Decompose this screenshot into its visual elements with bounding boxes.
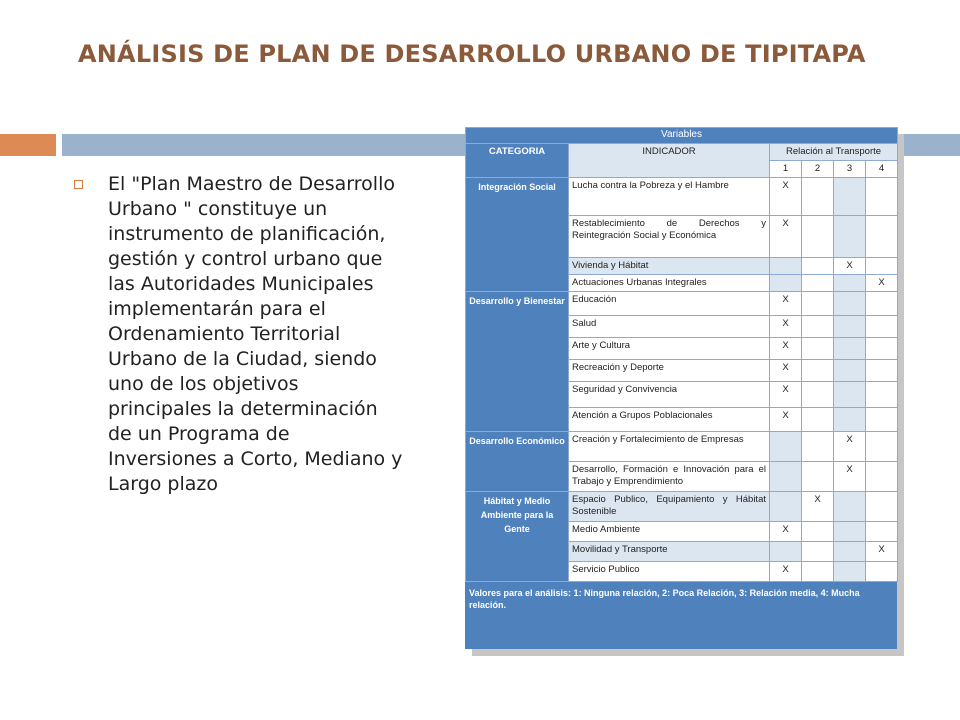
relation-mark-cell: [802, 258, 834, 275]
indicator-cell: Atención a Grupos Poblacionales: [569, 408, 770, 432]
category-cell: Integración Social: [466, 178, 569, 292]
relation-mark-cell: [802, 462, 834, 492]
indicator-cell: Medio Ambiente: [569, 522, 770, 542]
relation-mark-cell: [866, 178, 898, 216]
indicator-cell: Restablecimiento de Derechos y Reintegración Social y Económica: [569, 216, 770, 258]
relation-header: Relación al Transporte: [770, 144, 898, 161]
indicator-table: [465, 127, 898, 582]
indicator-cell: Movilidad y Transporte: [569, 542, 770, 562]
relation-mark-cell: [802, 522, 834, 542]
relation-level-3: 3: [834, 161, 866, 178]
relation-mark-cell: [834, 316, 866, 338]
relation-mark-cell: X: [834, 432, 866, 462]
slide-title: ANÁLISIS DE PLAN DE DESARROLLO URBANO DE TIPITAPA: [78, 40, 866, 68]
relation-mark-cell: X: [834, 462, 866, 492]
table-row: [466, 292, 898, 316]
relation-mark-cell: [802, 275, 834, 292]
relation-mark-cell: X: [770, 522, 802, 542]
relation-mark-cell: [866, 338, 898, 360]
relation-mark-cell: [866, 522, 898, 542]
table-row: [466, 492, 898, 522]
relation-mark-cell: [866, 258, 898, 275]
category-cell: Hábitat y Medio Ambiente para la Gente: [466, 492, 569, 582]
relation-mark-cell: [866, 360, 898, 382]
relation-mark-cell: X: [770, 408, 802, 432]
relation-mark-cell: X: [770, 562, 802, 582]
relation-mark-cell: [834, 338, 866, 360]
bullet-text: El "Plan Maestro de Desarrollo Urbano " constituye un instrumento de planificación, gestión y control urbano que las Autoridades Municipales implementarán para el Ordenamiento Territorial Urbano de la Ciudad, siendo uno de los objetivos principales la determinación de un Programa de Inversiones a Corto, Mediano y Largo plazo: [108, 173, 403, 495]
relation-mark-cell: [770, 275, 802, 292]
relation-level-1: 1: [770, 161, 802, 178]
relation-mark-cell: X: [802, 492, 834, 522]
indicator-cell: Seguridad y Convivencia: [569, 382, 770, 408]
relation-mark-cell: [866, 462, 898, 492]
relation-mark-cell: [866, 432, 898, 462]
relation-mark-cell: [802, 316, 834, 338]
relation-mark-cell: [834, 522, 866, 542]
relation-mark-cell: [802, 338, 834, 360]
relation-mark-cell: X: [770, 338, 802, 360]
relation-mark-cell: X: [770, 316, 802, 338]
relation-mark-cell: [834, 292, 866, 316]
relation-mark-cell: X: [770, 382, 802, 408]
relation-mark-cell: [802, 408, 834, 432]
indicator-cell: Actuaciones Urbanas Integrales: [569, 275, 770, 292]
relation-mark-cell: [770, 542, 802, 562]
relation-mark-cell: [802, 178, 834, 216]
relation-mark-cell: [802, 432, 834, 462]
relation-mark-cell: [834, 542, 866, 562]
indicator-cell: Creación y Fortalecimiento de Empresas: [569, 432, 770, 462]
relation-mark-cell: [834, 216, 866, 258]
relation-mark-cell: [802, 382, 834, 408]
relation-mark-cell: [770, 432, 802, 462]
relation-mark-cell: [866, 292, 898, 316]
variables-header: Variables: [466, 128, 898, 144]
relation-mark-cell: [834, 178, 866, 216]
relation-mark-cell: [802, 542, 834, 562]
indicator-cell: Espacio Publico, Equipamiento y Hábitat Sostenible: [569, 492, 770, 522]
relation-mark-cell: [866, 492, 898, 522]
relation-mark-cell: [866, 216, 898, 258]
category-header: CATEGORIA: [466, 144, 569, 178]
relation-mark-cell: [834, 492, 866, 522]
relation-mark-cell: [834, 562, 866, 582]
relation-mark-cell: [866, 408, 898, 432]
relation-mark-cell: [802, 360, 834, 382]
relation-mark-cell: X: [770, 216, 802, 258]
indicator-cell: Lucha contra la Pobreza y el Hambre: [569, 178, 770, 216]
category-cell: Desarrollo y Bienestar: [466, 292, 569, 432]
indicator-cell: Desarrollo, Formación e Innovación para el Trabajo y Emprendimiento: [569, 462, 770, 492]
indicator-cell: Servicio Publico: [569, 562, 770, 582]
relation-mark-cell: X: [834, 258, 866, 275]
relation-mark-cell: [866, 562, 898, 582]
relation-mark-cell: [866, 316, 898, 338]
relation-mark-cell: [834, 360, 866, 382]
relation-level-2: 2: [802, 161, 834, 178]
indicator-cell: Educación: [569, 292, 770, 316]
indicator-cell: Arte y Cultura: [569, 338, 770, 360]
table-row: [466, 178, 898, 216]
indicator-header: INDICADOR: [569, 144, 770, 178]
relation-mark-cell: [866, 382, 898, 408]
category-cell: Desarrollo Económico: [466, 432, 569, 492]
bullet-block: [74, 172, 404, 497]
relation-mark-cell: [802, 562, 834, 582]
relation-mark-cell: [770, 492, 802, 522]
relation-mark-cell: [834, 275, 866, 292]
relation-mark-cell: [834, 382, 866, 408]
accent-band: [0, 134, 56, 156]
square-bullet-icon: [74, 180, 83, 189]
table-footnote: Valores para el análisis: 1: Ninguna relación, 2: Poca Relación, 3: Relación media, 4: Mucha relación.: [469, 588, 860, 610]
relation-mark-cell: X: [866, 542, 898, 562]
table-row: [466, 432, 898, 462]
relation-level-4: 4: [866, 161, 898, 178]
relation-mark-cell: [802, 216, 834, 258]
relation-mark-cell: X: [770, 360, 802, 382]
relation-mark-cell: X: [770, 178, 802, 216]
indicator-cell: Salud: [569, 316, 770, 338]
relation-mark-cell: [770, 462, 802, 492]
transport-relation-table: [465, 127, 897, 649]
indicator-cell: Vivienda y Hábitat: [569, 258, 770, 275]
relation-mark-cell: X: [866, 275, 898, 292]
relation-mark-cell: [834, 408, 866, 432]
relation-mark-cell: [802, 292, 834, 316]
relation-mark-cell: X: [770, 292, 802, 316]
relation-mark-cell: [770, 258, 802, 275]
indicator-cell: Recreación y Deporte: [569, 360, 770, 382]
